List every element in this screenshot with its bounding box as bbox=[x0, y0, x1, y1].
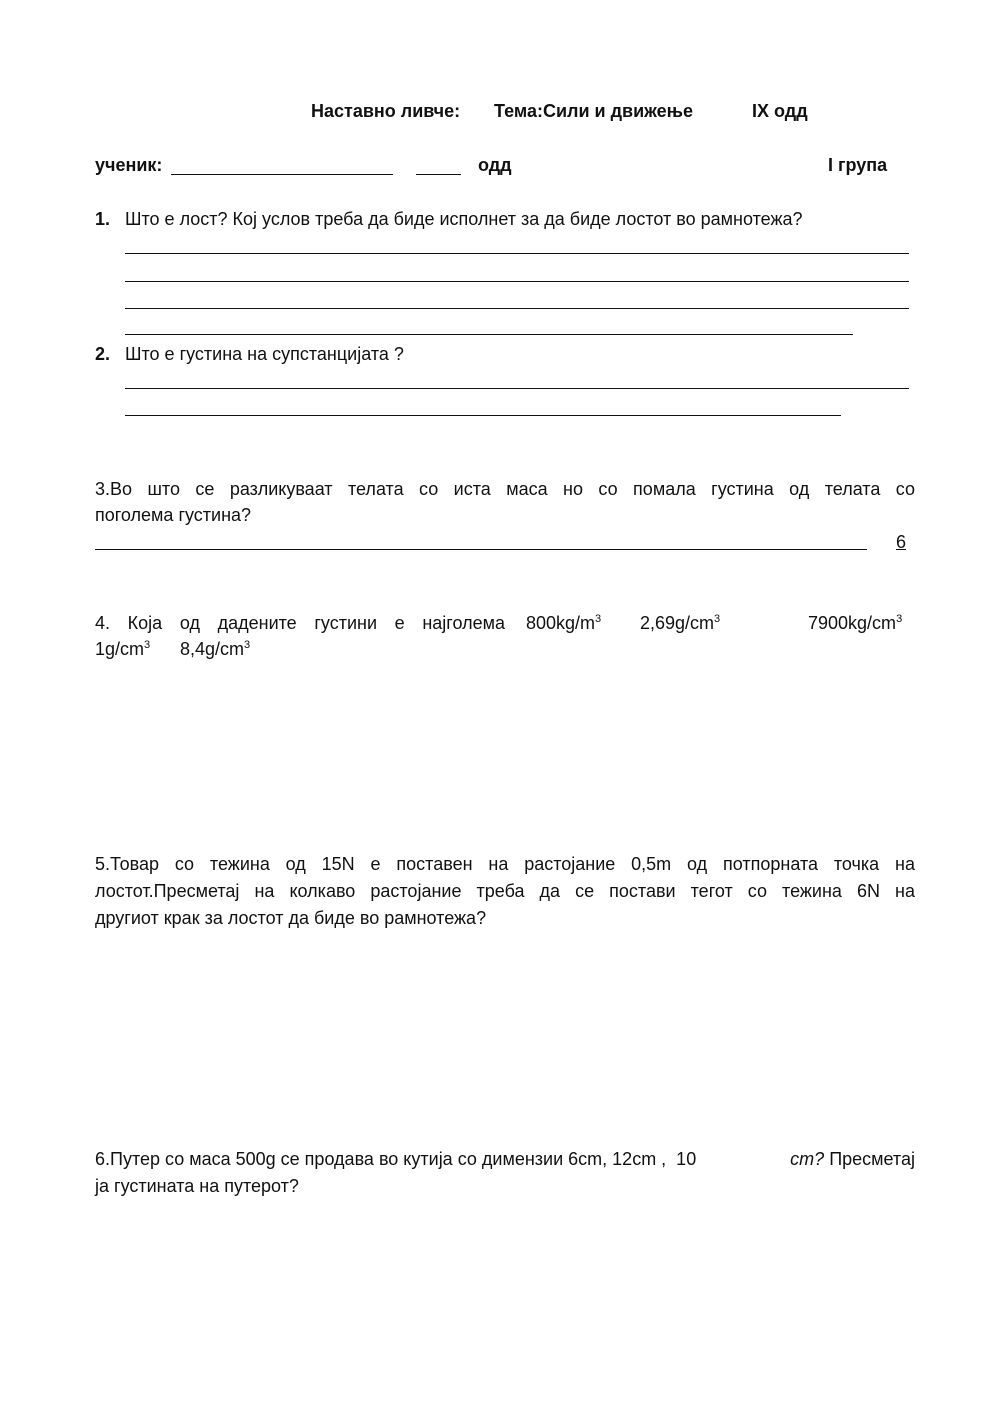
question-1-text: Што е лост? Кој услов треба да биде исполнет за да биде лостот во рамнотежа? bbox=[125, 209, 803, 229]
question-6-line-1-main: 6.Путер со маса 500g се продава во кутија со димензии 6cm, 12cm , 10 bbox=[95, 1149, 697, 1169]
question-1-number: 1. bbox=[95, 209, 111, 229]
question-3-line-2: поголема густина? bbox=[95, 505, 252, 525]
question-6-line-1-tail bbox=[790, 1148, 915, 1170]
worksheet-title: Наставно ливче: bbox=[311, 101, 461, 121]
question-4-option-5: $8,4g/cm^3$ bbox=[180, 639, 251, 659]
answer-line-q2-1[interactable] bbox=[125, 388, 909, 389]
question-5-line-3: другиот крак за лостот да биде во рамнотежа? bbox=[95, 908, 487, 928]
question-6-line-2: ја густината на путерот? bbox=[95, 1176, 299, 1196]
student-label: ученик: bbox=[95, 155, 163, 175]
question-3-line-1: 3.Во што се разликуваат телата со иста маса но со помала густина од телата со bbox=[95, 479, 915, 499]
question-4-option-2: $2,69g/cm^3$ bbox=[640, 613, 721, 633]
question-2-number: 2. bbox=[95, 344, 111, 364]
question-4-intro: 4. Која од дадените густини е најголема bbox=[95, 613, 505, 633]
question-4-option-1: $800kg/m^3$ bbox=[526, 613, 602, 633]
answer-line-q1-3[interactable] bbox=[125, 308, 909, 309]
question-2-text: Што е густина на супстанцијата ? bbox=[125, 344, 404, 364]
question-6-line-1-end: Пресметај bbox=[829, 1149, 915, 1169]
question-4-option-3: $7900kg/cm^3$ bbox=[808, 613, 903, 633]
answer-line-q3[interactable] bbox=[95, 549, 867, 550]
worksheet-grade: IX одд bbox=[752, 101, 808, 121]
answer-line-q1-1[interactable] bbox=[125, 253, 909, 254]
class-label: одд bbox=[478, 155, 512, 175]
question-4-option-4: $1g/cm^3$ bbox=[95, 639, 151, 659]
answer-line-q1-2[interactable] bbox=[125, 281, 909, 282]
group-label: I група bbox=[828, 155, 888, 175]
class-number-field[interactable] bbox=[416, 174, 461, 175]
answer-line-q1-4[interactable] bbox=[125, 334, 853, 335]
question-6-line-1 bbox=[95, 1148, 915, 1170]
student-name-field[interactable] bbox=[171, 174, 393, 175]
question-3-score: 6 bbox=[896, 532, 907, 552]
answer-line-q2-2[interactable] bbox=[125, 415, 841, 416]
question-6-unit-italic: cm? bbox=[790, 1149, 825, 1169]
question-5-line-2: лостот.Пресметај на колкаво растојание треба да се постави тегот со тежина 6N на bbox=[95, 881, 915, 901]
worksheet-topic: Тема:Сили и движење bbox=[494, 101, 694, 121]
question-5-line-1: 5.Товар со тежина од 15N е поставен на растојание 0,5m од потпорната точка на bbox=[95, 854, 915, 874]
